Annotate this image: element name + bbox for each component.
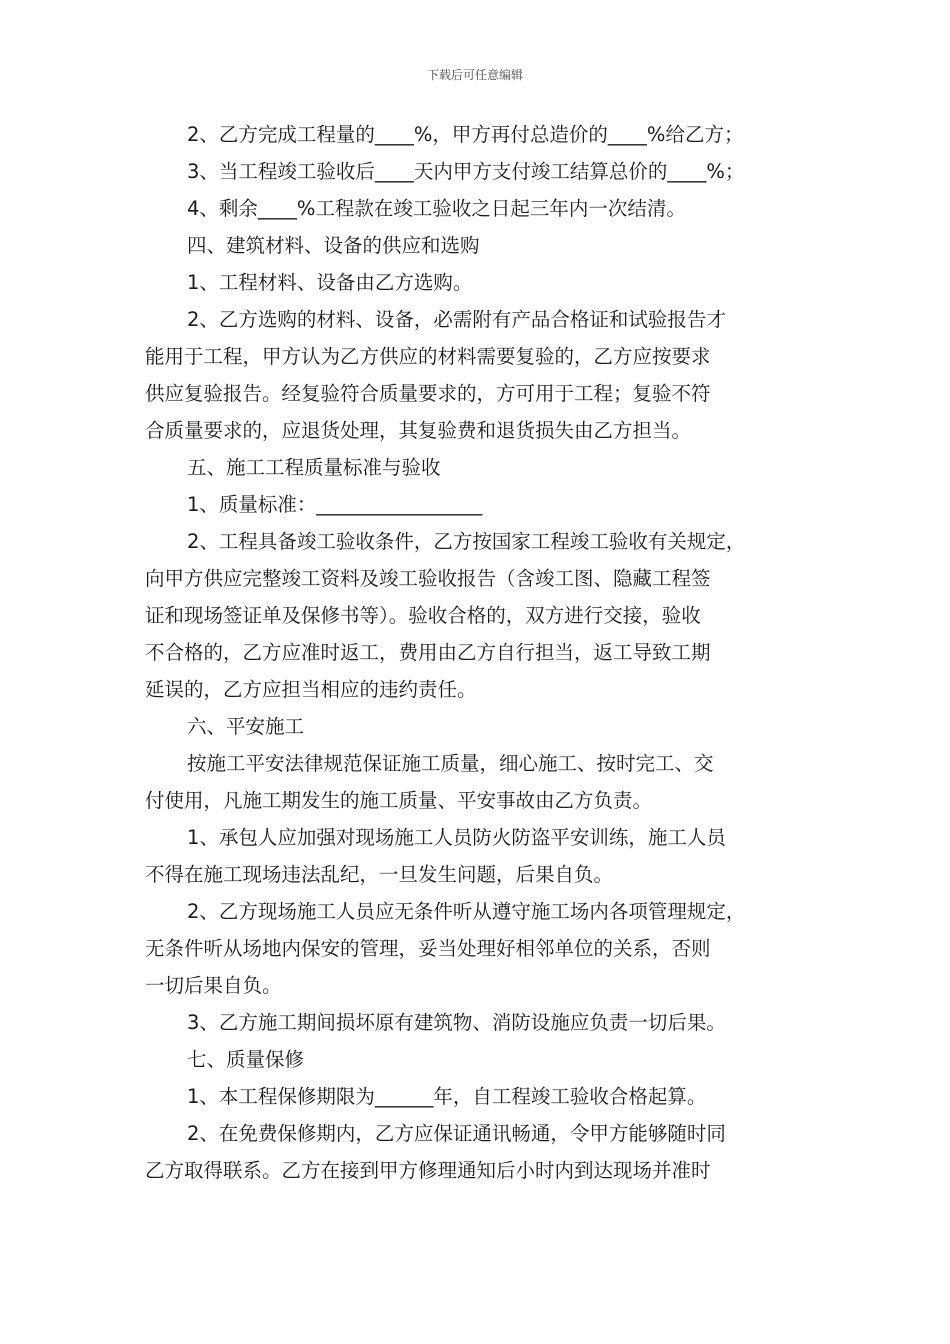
section-heading: 七、质量保修 xyxy=(187,1048,305,1071)
paragraph-line: 付使用，凡施工期发生的施工质量、平安事故由乙方负责。 xyxy=(145,789,653,812)
paragraph-line: 3、乙方施工期间损坏原有建筑物、消防设施应负责一切后果。 xyxy=(187,1011,726,1034)
paragraph-line: 4、剩余____%工程款在竣工验收之日起三年内一次结清。 xyxy=(187,197,686,220)
paragraph-line: 无条件听从场地内保安的管理，妥当处理好相邻单位的关系，否则 xyxy=(145,937,711,960)
paragraph-line: 乙方取得联系。乙方在接到甲方修理通知后小时内到达现场并准时 xyxy=(145,1159,711,1182)
paragraph-line: 2、乙方完成工程量的____%，甲方再付总造价的____%给乙方； xyxy=(187,123,744,146)
document-body xyxy=(145,116,810,1189)
paragraph-line: 延误的，乙方应担当相应的违约责任。 xyxy=(145,678,477,701)
section-heading: 六、平安施工 xyxy=(187,715,305,738)
paragraph-line: 1、本工程保修期限为______年，自工程竣工验收合格起算。 xyxy=(187,1085,707,1108)
paragraph-line: 1、承包人应加强对现场施工人员防火防盗平安训练，施工人员 xyxy=(187,826,726,849)
paragraph-line: 2、乙方选购的材料、设备，必需附有产品合格证和试验报告才 xyxy=(187,308,726,331)
page-header: 下载后可任意编辑 xyxy=(426,68,523,82)
paragraph-line: 不合格的，乙方应准时返工，费用由乙方自行担当，返工导致工期 xyxy=(145,641,711,664)
paragraph-line: 供应复验报告。经复验符合质量要求的，方可用于工程；复验不符 xyxy=(145,382,711,405)
paragraph-line: 能用于工程，甲方认为乙方供应的材料需要复验的，乙方应按要求 xyxy=(145,345,711,368)
paragraph-line: 不得在施工现场违法乱纪，一旦发生问题，后果自负。 xyxy=(145,863,614,886)
paragraph-line: 2、工程具备竣工验收条件，乙方按国家工程竣工验收有关规定， xyxy=(187,530,746,553)
paragraph-line: 1、工程材料、设备由乙方选购。 xyxy=(187,271,473,294)
section-heading: 四、建筑材料、设备的供应和选购 xyxy=(187,234,480,257)
paragraph-line: 向甲方供应完整竣工资料及竣工验收报告（含竣工图、隐藏工程签 xyxy=(145,567,711,590)
section-heading: 五、施工工程质量标准与验收 xyxy=(187,456,441,479)
paragraph-line: 证和现场签证单及保修书等）。验收合格的，双方进行交接，验收 xyxy=(145,604,701,627)
paragraph-line: 2、在免费保修期内，乙方应保证通讯畅通，令甲方能够随时同 xyxy=(187,1122,726,1145)
paragraph-line: 合质量要求的，应退货处理，其复验费和退货损失由乙方担当。 xyxy=(145,419,692,442)
paragraph-line: 一切后果自负。 xyxy=(145,974,282,997)
paragraph-line: 3、当工程竣工验收后____天内甲方支付竣工结算总价的____%； xyxy=(187,160,745,183)
paragraph-line: 2、乙方现场施工人员应无条件听从遵守施工场内各项管理规定， xyxy=(187,900,746,923)
paragraph-line: 按施工平安法律规范保证施工质量，细心施工、按时完工、交 xyxy=(187,752,714,775)
paragraph-line: 1、质量标准：_________________ xyxy=(187,493,483,516)
